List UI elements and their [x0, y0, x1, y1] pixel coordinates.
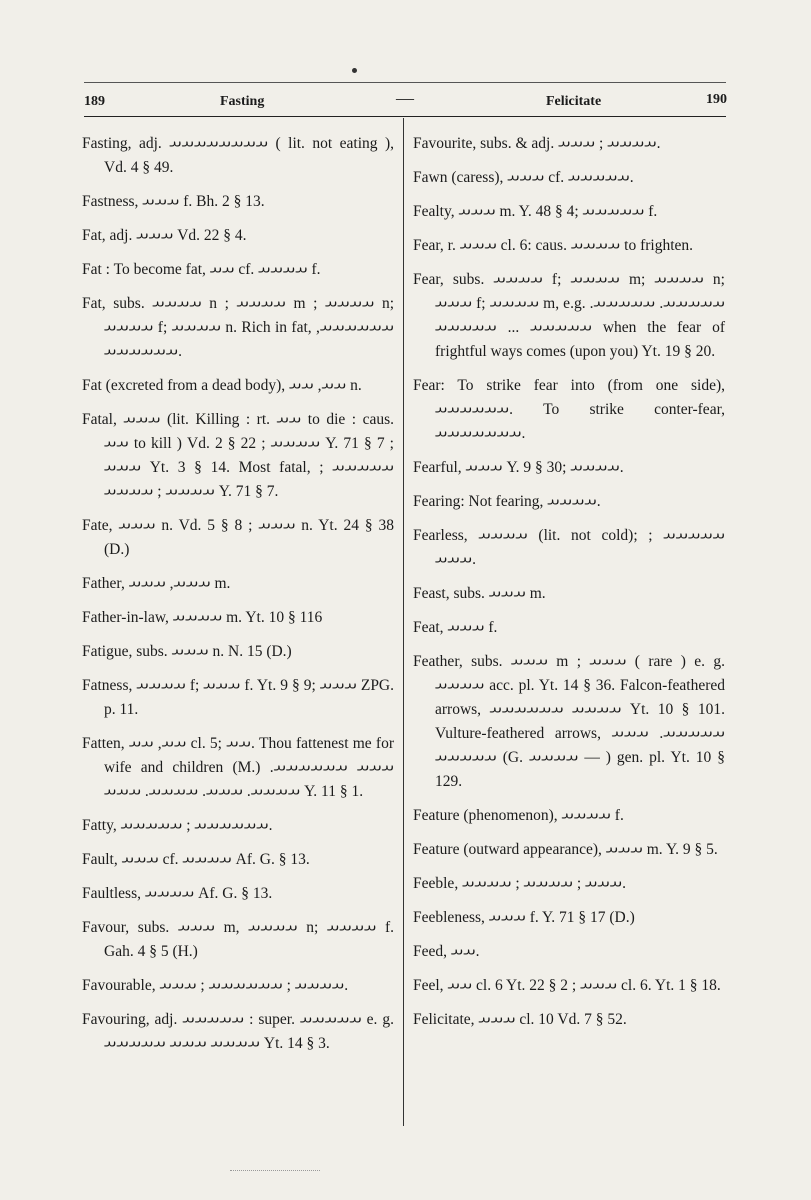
dictionary-entry: Fearless, 𐬀𐬀𐬀𐬀 (lit. not cold); 𐬀𐬀𐬀𐬀𐬀 ; 𐬀𐬀𐬀. [413, 527, 726, 568]
dictionary-entry: Fasting, adj. 𐬀𐬀𐬀𐬀𐬀𐬀𐬀𐬀 ( lit. not eating ), Vd. 4 § 49. [82, 135, 394, 176]
dictionary-entry: Fault, 𐬀𐬀𐬀 cf. 𐬀𐬀𐬀𐬀 Af. G. § 13. [82, 851, 310, 868]
dictionary-entry: Favour, subs. 𐬀𐬀𐬀 m, 𐬀𐬀𐬀𐬀 n; 𐬀𐬀𐬀𐬀 f. Gah. 4 § 5 (H.) [82, 919, 394, 960]
dictionary-entry: Fatness, 𐬀𐬀𐬀𐬀 f; 𐬀𐬀𐬀 f. Yt. 9 § 9; 𐬀𐬀𐬀 ZPG. p. 11. [82, 677, 395, 718]
left-column [82, 132, 394, 1066]
dictionary-entry: Fatigue, subs. 𐬀𐬀𐬀 n. N. 15 (D.) [82, 643, 292, 660]
dictionary-entry: Feebleness, 𐬀𐬀𐬀 f. Y. 71 § 17 (D.) [413, 909, 635, 926]
dictionary-entry: Fat (excreted from a dead body), 𐬀𐬀, 𐬀𐬀 n. [82, 377, 362, 394]
dictionary-entry: Feature (outward appearance), 𐬀𐬀𐬀 m. Y. 9 § 5. [413, 841, 718, 858]
dictionary-entry: Fatal, 𐬀𐬀𐬀 (lit. Killing : rt. 𐬀𐬀 to die : caus. 𐬀𐬀 to kill ) Vd. 2 § 22 ; 𐬀𐬀𐬀𐬀 Y. 71 § 7 ; 𐬀𐬀𐬀 Yt. 3 § 14. Most fatal, 𐬀𐬀𐬀𐬀𐬀 ; 𐬀𐬀𐬀𐬀 ; 𐬀𐬀𐬀𐬀 Y. 71 § 7. [82, 411, 395, 500]
dictionary-entry: Felicitate, 𐬀𐬀𐬀 cl. 10 Vd. 7 § 52. [413, 1011, 627, 1028]
dictionary-entry: Feature (phenomenon), 𐬀𐬀𐬀𐬀 f. [413, 807, 624, 824]
dictionary-entry: Fatten, 𐬀𐬀, 𐬀𐬀 cl. 5; 𐬀𐬀. Thou fattenest me for wife and children (M.) 𐬀𐬀𐬀 𐬀𐬀𐬀𐬀𐬀𐬀. 𐬀𐬀𐬀𐬀. 𐬀𐬀𐬀. 𐬀𐬀𐬀𐬀. 𐬀𐬀𐬀 Y. 11 § 1. [82, 735, 394, 800]
page-header [84, 88, 726, 117]
dictionary-entry: Feast, subs. 𐬀𐬀𐬀 m. [413, 585, 546, 602]
dictionary-entry: Father, 𐬀𐬀𐬀, 𐬀𐬀𐬀 m. [82, 575, 231, 592]
dictionary-entry: Faultless, 𐬀𐬀𐬀𐬀 Af. G. § 13. [82, 885, 273, 902]
dictionary-entry: Feeble, 𐬀𐬀𐬀 ; 𐬀𐬀𐬀𐬀 ; 𐬀𐬀𐬀𐬀. [413, 875, 626, 892]
right-page-number: 190 [706, 92, 727, 107]
header-separator: — [396, 88, 414, 108]
top-rule [84, 82, 726, 83]
dictionary-entry: Fat : To become fat, 𐬀𐬀 cf. 𐬀𐬀𐬀𐬀 f. [82, 261, 321, 278]
left-page-number: 189 [84, 94, 105, 109]
dictionary-entry: Fearful, 𐬀𐬀𐬀 Y. 9 § 30; 𐬀𐬀𐬀𐬀. [413, 459, 624, 476]
dictionary-entry: Fatty, 𐬀𐬀𐬀𐬀𐬀𐬀 ; 𐬀𐬀𐬀𐬀𐬀. [82, 817, 273, 834]
dictionary-entry: Fear: To strike fear into (from one side), 𐬀𐬀𐬀𐬀𐬀𐬀. To strike conter-fear, 𐬀𐬀𐬀𐬀𐬀𐬀𐬀. [413, 377, 725, 442]
print-specks [230, 1150, 320, 1171]
dictionary-entry: Fawn (caress), 𐬀𐬀𐬀 cf. 𐬀𐬀𐬀𐬀𐬀. [413, 169, 634, 186]
dictionary-entry: Fat, adj. 𐬀𐬀𐬀 Vd. 22 § 4. [82, 227, 247, 244]
dictionary-entry: Fealty, 𐬀𐬀𐬀 m. Y. 48 § 4; 𐬀𐬀𐬀𐬀𐬀 f. [413, 203, 658, 220]
right-guide-word: Felicitate [546, 94, 602, 109]
column-divider [403, 118, 404, 1126]
dictionary-entry: Fate, 𐬀𐬀𐬀 n. Vd. 5 § 8 ; 𐬀𐬀𐬀 n. Yt. 24 § 38 (D.) [82, 517, 394, 558]
dictionary-entry: Favourable, 𐬀𐬀𐬀𐬀 ; 𐬀𐬀𐬀𐬀𐬀𐬀 ; 𐬀𐬀𐬀. [82, 977, 349, 994]
dictionary-entry: Feed, 𐬀𐬀. [413, 943, 480, 960]
dictionary-entry: Feat, 𐬀𐬀𐬀 f. [413, 619, 498, 636]
right-column [413, 132, 725, 1042]
dictionary-entry: Feather, subs. 𐬀𐬀𐬀 m ; 𐬀𐬀𐬀 ( rare ) e. g. 𐬀𐬀𐬀𐬀 acc. pl. Yt. 14 § 36. Falcon-feathered arrows, 𐬀𐬀𐬀𐬀 𐬀𐬀𐬀𐬀𐬀𐬀 Yt. 10 § 101. Vulture-feathered arrows, 𐬀𐬀𐬀𐬀𐬀. 𐬀𐬀𐬀 𐬀𐬀𐬀𐬀𐬀 (G. 𐬀𐬀𐬀𐬀 — ) gen. pl. Yt. 10 § 129. [413, 653, 726, 790]
dictionary-entry: Fat, subs. 𐬀𐬀𐬀𐬀 n ; 𐬀𐬀𐬀𐬀 m ; 𐬀𐬀𐬀𐬀 n; 𐬀𐬀𐬀𐬀 f; 𐬀𐬀𐬀𐬀 n. Rich in fat, 𐬀𐬀𐬀𐬀𐬀𐬀, 𐬀𐬀𐬀𐬀𐬀𐬀. [82, 295, 394, 360]
left-guide-word: Fasting [220, 94, 265, 109]
dictionary-entry: Feel, 𐬀𐬀 cl. 6 Yt. 22 § 2 ; 𐬀𐬀𐬀 cl. 6. Yt. 1 § 18. [413, 977, 721, 994]
dictionary-entry: Favourite, subs. & adj. 𐬀𐬀𐬀𐬀 ; 𐬀𐬀𐬀. [413, 135, 661, 152]
dictionary-entry: Fear, r. 𐬀𐬀𐬀 cl. 6: caus. 𐬀𐬀𐬀𐬀 to frighten. [413, 237, 694, 254]
print-dot [352, 68, 357, 73]
dictionary-entry: Favouring, adj. 𐬀𐬀𐬀𐬀𐬀 : super. 𐬀𐬀𐬀𐬀𐬀 e. g. 𐬀𐬀𐬀𐬀 𐬀𐬀𐬀 𐬀𐬀𐬀𐬀𐬀 Yt. 14 § 3. [82, 1011, 395, 1052]
dictionary-entry: Fearing: Not fearing, 𐬀𐬀𐬀𐬀. [413, 493, 601, 510]
dictionary-entry: Fastness, 𐬀𐬀𐬀 f. Bh. 2 § 13. [82, 193, 265, 210]
dictionary-entry: Fear, subs. 𐬀𐬀𐬀𐬀 f; 𐬀𐬀𐬀𐬀 m; 𐬀𐬀𐬀𐬀 n; 𐬀𐬀𐬀 f; 𐬀𐬀𐬀𐬀 m, e.g. 𐬀𐬀𐬀𐬀𐬀. 𐬀𐬀𐬀𐬀𐬀. 𐬀𐬀𐬀𐬀𐬀 ... 𐬀𐬀𐬀𐬀𐬀 when the fear of frightful ways comes (upon you) Yt. 19 § 20. [413, 271, 725, 360]
dictionary-entry: Father-in-law, 𐬀𐬀𐬀𐬀 m. Yt. 10 § 116 [82, 609, 323, 626]
